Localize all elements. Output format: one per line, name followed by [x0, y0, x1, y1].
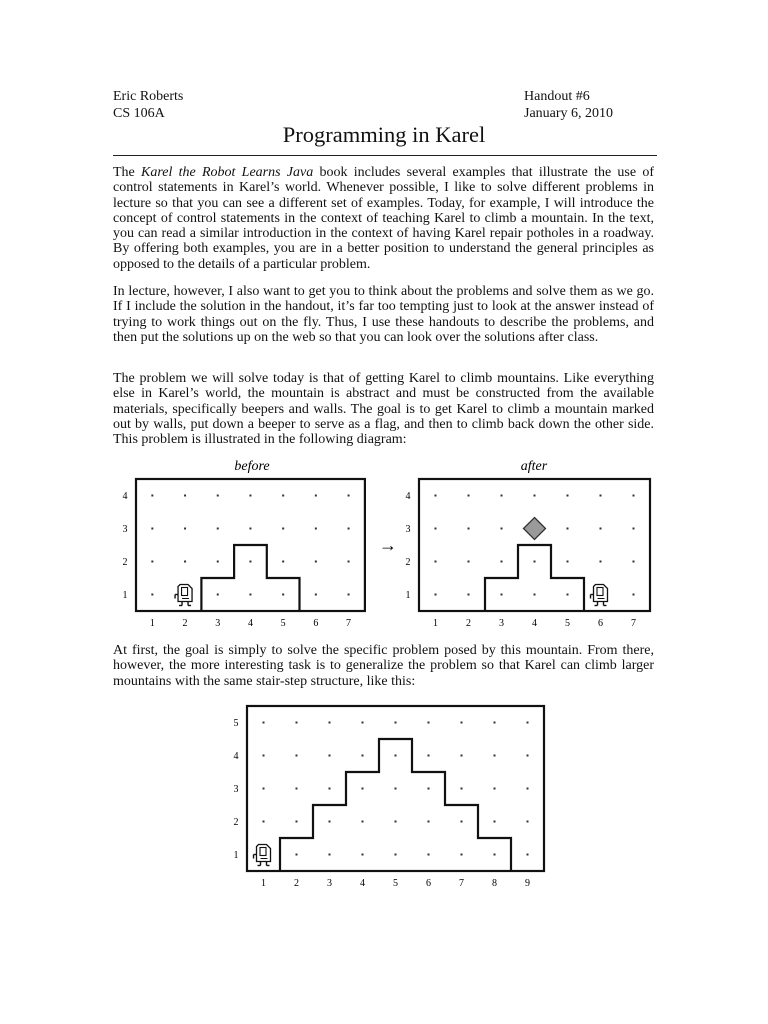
column-label: 3 [499, 618, 504, 629]
corner-dot [315, 594, 317, 596]
corner-dot [184, 561, 186, 563]
corner-dot [527, 821, 529, 823]
corner-dot [151, 594, 153, 596]
karel-robot-icon [254, 845, 271, 866]
corner-dot [600, 495, 602, 497]
paragraph-problem: The problem we will solve today is that of getting Karel to climb mountains. Like everything else in Karel’s world, the mountain is abstract and must be constructed from the available materials, specifically beepers and walls. The goal is to get Karel to climb a mountain marked out by walls, put down a beeper to serve as a flag, and then to climb back down the other side. This problem is illustrated in the following diagram: [113, 371, 654, 448]
corner-dot [567, 594, 569, 596]
corner-dot [217, 561, 219, 563]
paragraph-generalize: At first, the goal is simply to solve the specific problem posed by this mountain. From there, however, the more interesting task is to generalize the problem so that Karel can climb larger mountains with the same stair-step structure, like this: [113, 643, 654, 689]
paragraph-lecture: In lecture, however, I also want to get you to think about the problems and solve them as we go. If I include the solution in the handout, it’s far too tempting just to look at the answer instead of trying to work things out on the fly. Thus, I use these handouts to describe the problems, and then put the solutions up on the web so that you can look over the solutions after class. [113, 284, 654, 345]
corner-dot [329, 821, 331, 823]
corner-dot [315, 495, 317, 497]
corner-dot [461, 821, 463, 823]
corner-dot [362, 821, 364, 823]
corner-dot [494, 821, 496, 823]
row-label: 3 [405, 524, 411, 535]
corner-dot [534, 495, 536, 497]
column-label: 1 [149, 618, 155, 629]
column-label: 2 [466, 618, 471, 629]
after-caption: after [520, 459, 548, 474]
corner-dot [468, 528, 470, 530]
mountain-wall [485, 545, 584, 611]
corner-dot [217, 495, 219, 497]
column-label: 1 [433, 618, 438, 629]
corner-dot [348, 528, 350, 530]
corner-dot [428, 821, 430, 823]
column-label: 7 [459, 878, 464, 889]
corner-dot [362, 755, 364, 757]
corner-dot [348, 561, 350, 563]
corner-dot [527, 788, 529, 790]
corner-dot [461, 788, 463, 790]
corner-dot [296, 821, 298, 823]
column-label: 6 [313, 618, 319, 629]
row-label: 4 [233, 751, 239, 762]
corner-dot [527, 755, 529, 757]
corner-dot [263, 821, 265, 823]
corner-dot [534, 594, 536, 596]
row-label: 1 [405, 590, 411, 601]
karel-robot-icon [175, 585, 192, 606]
corner-dot [151, 561, 153, 563]
column-label: 2 [294, 878, 299, 889]
column-label: 5 [393, 878, 398, 889]
corner-dot [435, 528, 437, 530]
corner-dot [501, 528, 503, 530]
corner-dot [395, 854, 397, 856]
corner-dot [428, 722, 430, 724]
corner-dot [249, 594, 251, 596]
corner-dot [435, 594, 437, 596]
book-title: Karel the Robot Learns Java [141, 165, 314, 180]
corner-dot [395, 755, 397, 757]
corner-dot [315, 528, 317, 530]
corner-dot [362, 722, 364, 724]
karel-robot-icon [591, 585, 608, 606]
corner-dot [435, 561, 437, 563]
row-label: 4 [405, 491, 411, 502]
corner-dot [395, 821, 397, 823]
corner-dot [567, 561, 569, 563]
column-label: 4 [360, 878, 365, 889]
corner-dot [567, 495, 569, 497]
corner-dot [435, 495, 437, 497]
corner-dot [468, 561, 470, 563]
handout-number: Handout #6 [524, 89, 590, 104]
corner-dot [217, 594, 219, 596]
corner-dot [296, 854, 298, 856]
column-label: 4 [247, 618, 253, 629]
corner-dot [329, 722, 331, 724]
corner-dot [217, 528, 219, 530]
column-label: 6 [598, 618, 603, 629]
corner-dot [249, 495, 251, 497]
row-label: 4 [122, 491, 128, 502]
corner-dot [282, 495, 284, 497]
corner-dot [329, 854, 331, 856]
column-label: 6 [426, 878, 431, 889]
course-code: CS 106A [113, 106, 165, 121]
corner-dot [348, 495, 350, 497]
column-label: 3 [215, 618, 221, 629]
column-label: 3 [327, 878, 332, 889]
corner-dot [249, 528, 251, 530]
row-label: 3 [122, 524, 128, 535]
column-label: 4 [532, 618, 537, 629]
corner-dot [296, 788, 298, 790]
corner-dot [296, 755, 298, 757]
row-label: 2 [405, 557, 411, 568]
corner-dot [468, 495, 470, 497]
corner-dot [151, 495, 153, 497]
column-label: 7 [631, 618, 636, 629]
row-label: 1 [233, 850, 239, 861]
corner-dot [527, 854, 529, 856]
row-label: 2 [122, 557, 128, 568]
corner-dot [329, 788, 331, 790]
corner-dot [633, 528, 635, 530]
large-mountain-world [234, 706, 545, 889]
corner-dot [428, 854, 430, 856]
corner-dot [633, 561, 635, 563]
corner-dot [151, 528, 153, 530]
corner-dot [494, 722, 496, 724]
transition-arrow: → [379, 535, 397, 555]
mountain-wall [201, 545, 299, 611]
corner-dot [249, 561, 251, 563]
corner-dot [600, 561, 602, 563]
page-title: Programming in Karel [282, 122, 486, 147]
corner-dot [263, 722, 265, 724]
corner-dot [184, 528, 186, 530]
intro-lead: The [113, 165, 142, 180]
corner-dot [468, 594, 470, 596]
corner-dot [461, 755, 463, 757]
before-caption: before [234, 459, 270, 474]
row-label: 5 [233, 718, 239, 729]
row-label: 2 [233, 817, 239, 828]
corner-dot [494, 854, 496, 856]
corner-dot [315, 561, 317, 563]
corner-dot [395, 788, 397, 790]
corner-dot [461, 854, 463, 856]
corner-dot [633, 594, 635, 596]
corner-dot [534, 561, 536, 563]
author-name: Eric Roberts [113, 89, 184, 104]
before-world [123, 479, 365, 629]
after-world [406, 479, 651, 629]
corner-dot [501, 561, 503, 563]
corner-dot [395, 722, 397, 724]
corner-dot [501, 594, 503, 596]
corner-dot [567, 528, 569, 530]
intro-body: book includes several examples that illustrate the use of control statements in Karel’s world. Whenever possible, I like to solve different problems in lecture so that you can see a different set of examples. Today, for example, I will introduce the concept of control statements in the context of teaching Karel to climb a mountain. In the text, you can read a similar introduction in the context of having Karel repair potholes in a roadway. By offering both examples, you are in a better position to understand the general principles as opposed to the details of a particular problem. [113, 165, 654, 272]
corner-dot [600, 528, 602, 530]
corner-dot [428, 755, 430, 757]
column-label: 5 [280, 618, 286, 629]
corner-dot [362, 854, 364, 856]
corner-dot [282, 528, 284, 530]
corner-dot [282, 561, 284, 563]
corner-dot [263, 755, 265, 757]
corner-dot [527, 722, 529, 724]
corner-dot [494, 788, 496, 790]
corner-dot [282, 594, 284, 596]
corner-dot [263, 788, 265, 790]
corner-dot [348, 594, 350, 596]
mountain-wall [280, 739, 511, 871]
row-label: 3 [233, 784, 239, 795]
column-label: 2 [182, 618, 188, 629]
corner-dot [461, 722, 463, 724]
corner-dot [362, 788, 364, 790]
column-label: 9 [525, 878, 530, 889]
corner-dot [501, 495, 503, 497]
beeper-icon [524, 518, 546, 540]
handout-date: January 6, 2010 [524, 106, 614, 121]
corner-dot [428, 788, 430, 790]
column-label: 8 [492, 878, 497, 889]
corner-dot [296, 722, 298, 724]
corner-dot [184, 495, 186, 497]
row-label: 1 [122, 590, 128, 601]
column-label: 5 [565, 618, 570, 629]
column-label: 1 [261, 878, 266, 889]
corner-dot [494, 755, 496, 757]
corner-dot [329, 755, 331, 757]
column-label: 7 [346, 618, 352, 629]
corner-dot [633, 495, 635, 497]
